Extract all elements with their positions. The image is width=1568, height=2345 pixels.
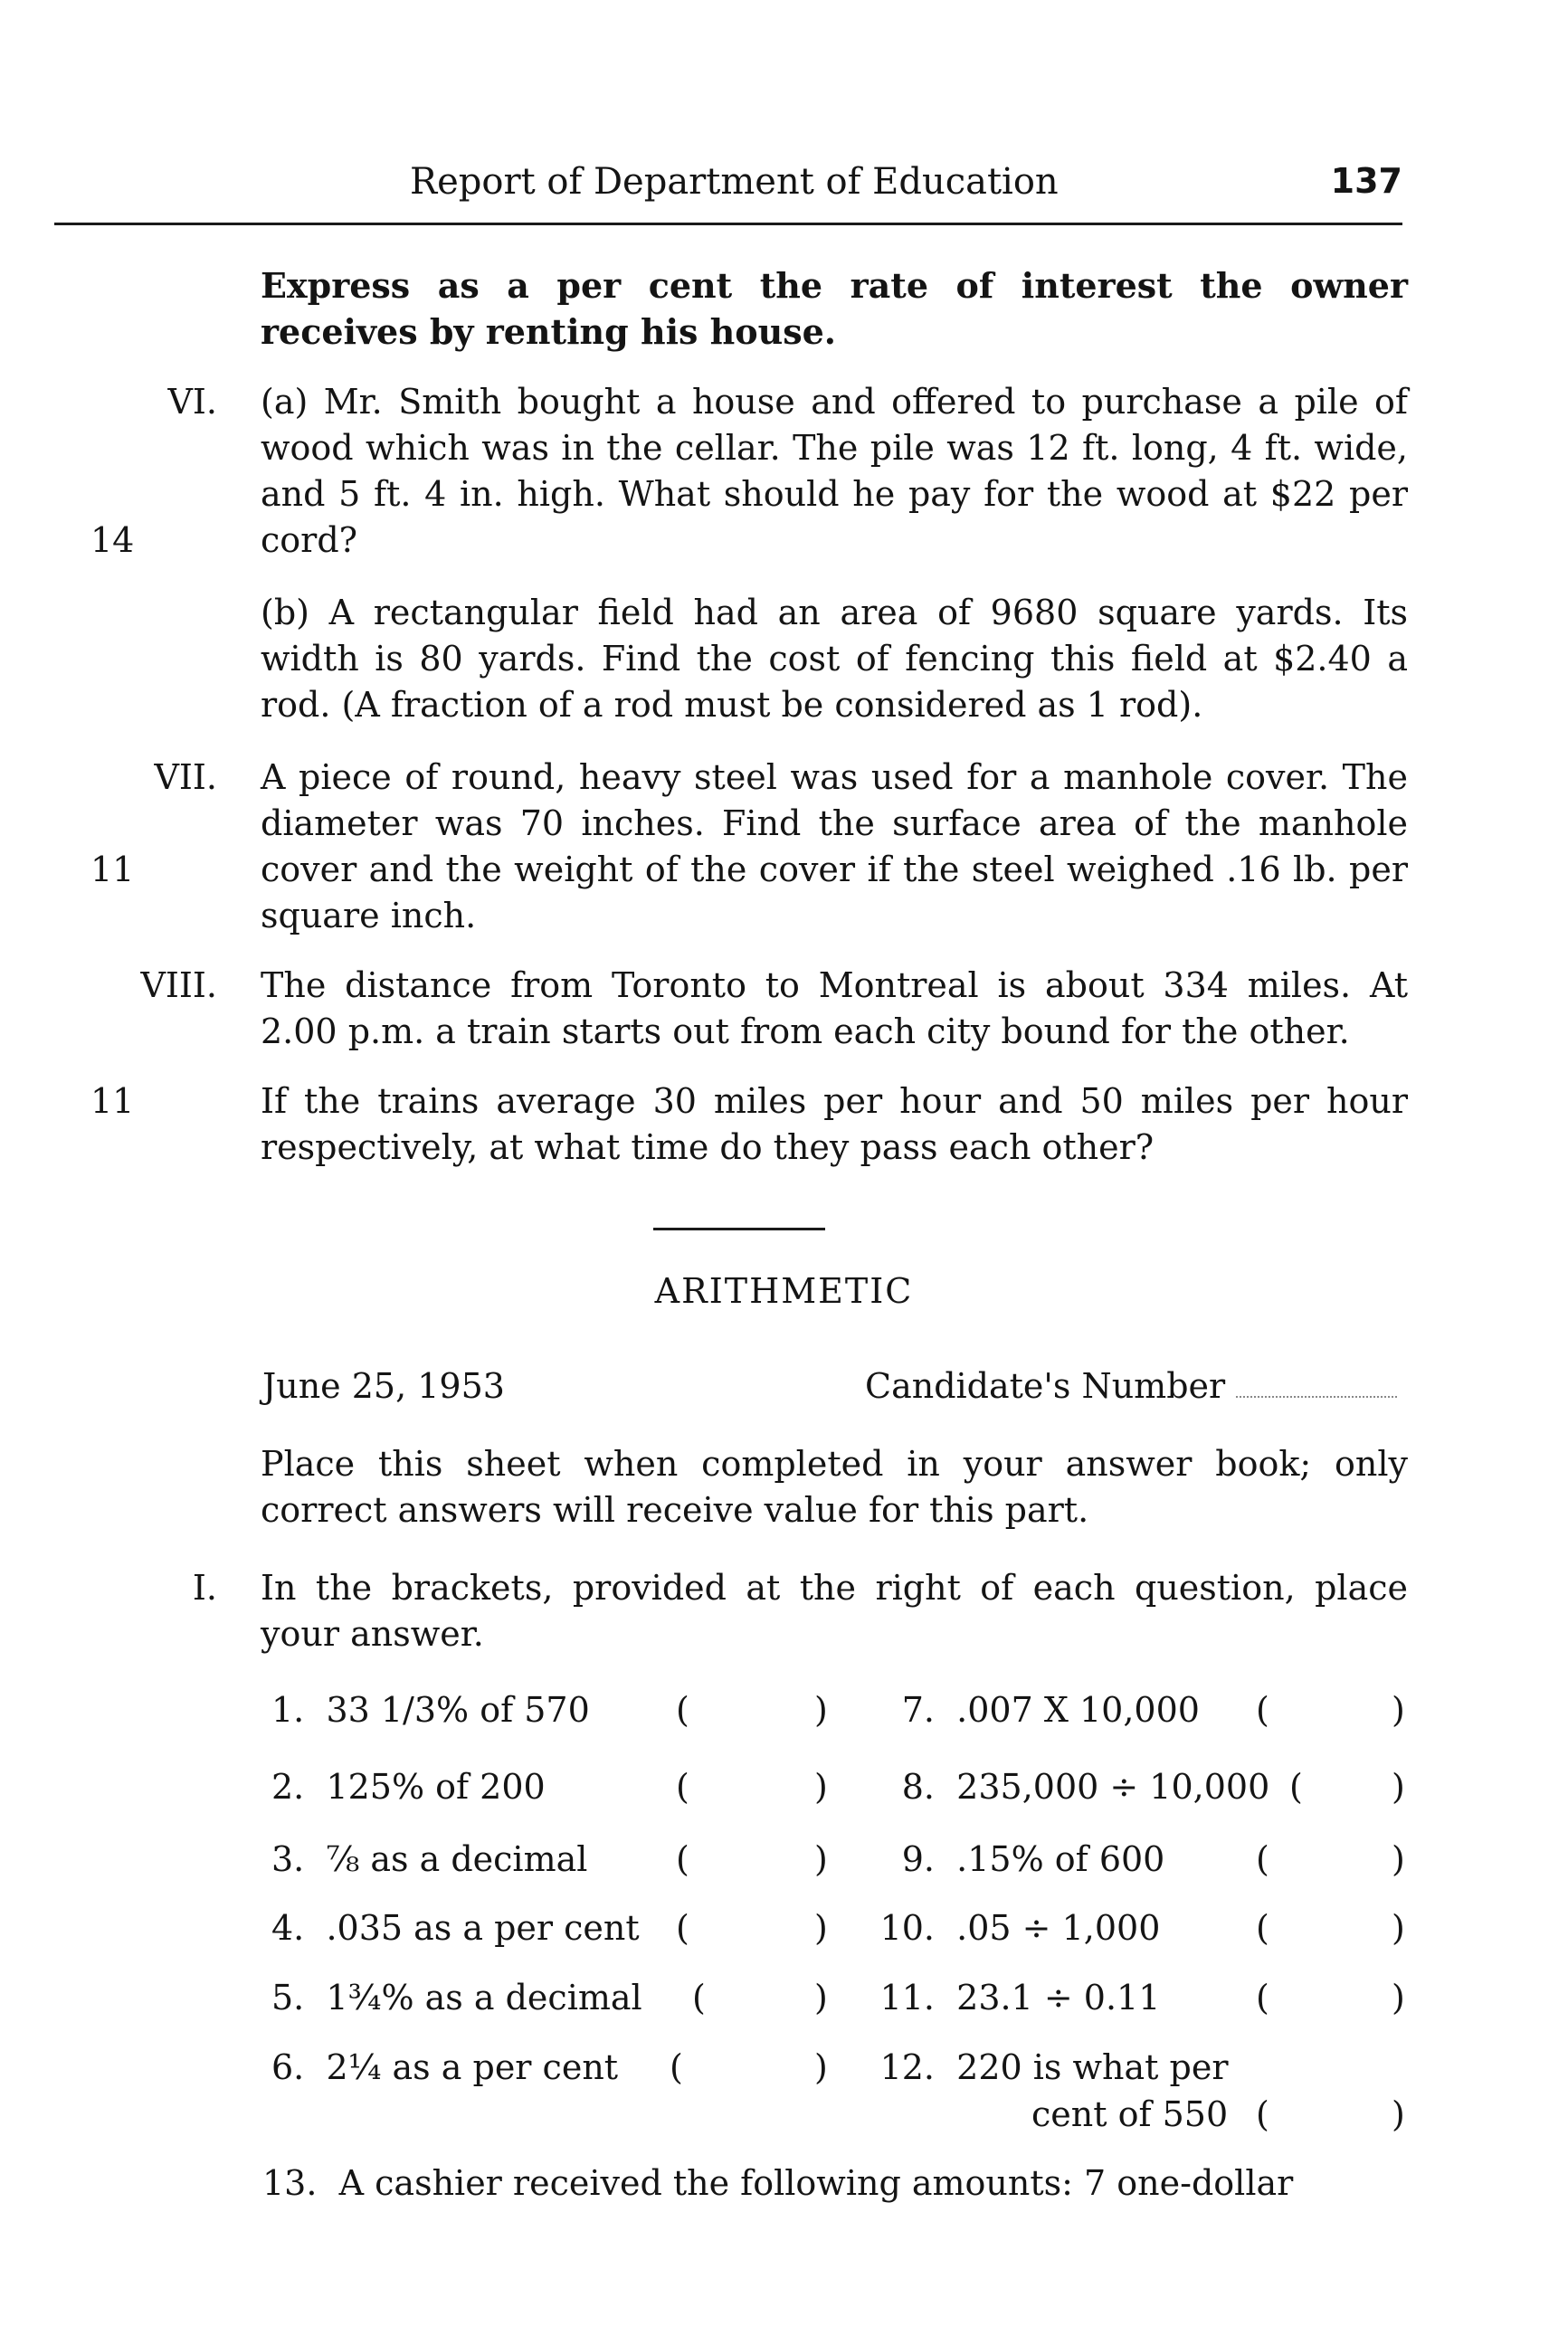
question-number-viii: VIII. bbox=[140, 965, 217, 1005]
section-heading: ARITHMETIC bbox=[654, 1271, 914, 1311]
candidate-number-field bbox=[865, 1366, 1397, 1406]
part-i-number: I. bbox=[192, 1568, 217, 1608]
answer-bracket-close: ) bbox=[814, 1690, 828, 1730]
answer-bracket-close: ) bbox=[814, 2047, 828, 2087]
item-number: 13. bbox=[262, 2163, 318, 2203]
item-number: 1. bbox=[271, 1690, 305, 1730]
answer-bracket-open: ( bbox=[670, 2047, 683, 2087]
answer-bracket-open: ( bbox=[1256, 1839, 1269, 1879]
item-text: .035 as a per cent bbox=[326, 1908, 640, 1948]
answer-bracket-open: ( bbox=[676, 1690, 689, 1730]
item-text: 1¾% as a decimal bbox=[326, 1978, 642, 2017]
item-number: 4. bbox=[271, 1908, 305, 1948]
answer-bracket-close: ) bbox=[814, 1908, 828, 1948]
answer-bracket-open: ( bbox=[1256, 1690, 1269, 1730]
item-text: 23.1 ÷ 0.11 bbox=[956, 1978, 1161, 2017]
answer-bracket-close: ) bbox=[814, 1978, 828, 2017]
question-viii-text-continued: If the trains average 30 miles per hour and 50 miles per hour respectively, at what time do they pass each other? bbox=[261, 1081, 1408, 1167]
item-number: 12. bbox=[879, 2047, 935, 2087]
marks-vii: 11 bbox=[90, 850, 135, 889]
item-number: 5. bbox=[271, 1978, 305, 2017]
item-text: 235,000 ÷ 10,000 bbox=[956, 1767, 1270, 1807]
item-12 bbox=[864, 2045, 1229, 2091]
item-10 bbox=[864, 1905, 1160, 1951]
question-number-vi: VI. bbox=[167, 382, 217, 422]
question-vi-part-b: (b) A rectangular field had an area of 9680 square yards. Its width is 80 yards. Find the cost of fencing this field at $2.40 a rod. (A fraction of a rod must be considered as 1 rod). bbox=[261, 593, 1408, 725]
instructions: Place this sheet when completed in your answer book; only correct answers will receive value for this part. bbox=[261, 1444, 1408, 1530]
answer-bracket-close: ) bbox=[1392, 1767, 1405, 1807]
item-8 bbox=[891, 1764, 1269, 1810]
answer-bracket-open: ( bbox=[1256, 2094, 1269, 2134]
answer-bracket-open: ( bbox=[676, 1839, 689, 1879]
item-number: 3. bbox=[271, 1839, 305, 1879]
section-divider bbox=[653, 1228, 825, 1230]
item-number: 9. bbox=[901, 1839, 935, 1879]
marks-vi: 14 bbox=[90, 520, 135, 560]
answer-bracket-open: ( bbox=[676, 1908, 689, 1948]
part-i-text: In the brackets, provided at the right of each question, place your answer. bbox=[261, 1568, 1408, 1654]
item-text: .05 ÷ 1,000 bbox=[956, 1908, 1161, 1948]
page-number: 137 bbox=[1330, 161, 1402, 201]
item-text: ⅞ as a decimal bbox=[326, 1839, 588, 1879]
question-viii-text: The distance from Toronto to Montreal is about 334 miles. At 2.00 p.m. a train starts out from each city bound for the other. bbox=[261, 965, 1408, 1051]
item-number: 8. bbox=[901, 1767, 935, 1807]
intro-text: Express as a per cent the rate of interest the owner receives by renting his house. bbox=[261, 265, 1408, 352]
item-text: A cashier received the following amounts: 7 one-dollar bbox=[338, 2163, 1294, 2203]
item-6 bbox=[271, 2045, 618, 2091]
exam-date: June 25, 1953 bbox=[262, 1366, 505, 1406]
candidate-number-label: Candidate's Number bbox=[865, 1366, 1226, 1406]
answer-bracket-open: ( bbox=[676, 1767, 689, 1807]
question-vii-text: A piece of round, heavy steel was used for a manhole cover. The diameter was 70 inches. Find the surface area of the manhole cover and the weight of the cover if the steel weighed .16 lb. per square inch. bbox=[261, 757, 1408, 935]
answer-bracket-open: ( bbox=[1289, 1767, 1303, 1807]
item-text: 125% of 200 bbox=[326, 1767, 546, 1807]
item-3 bbox=[271, 1837, 587, 1883]
marks-viii: 11 bbox=[90, 1081, 135, 1121]
question-vi-part-a: (a) Mr. Smith bought a house and offered to purchase a pile of wood which was in the cellar. The pile was 12 ft. long, 4 ft. wide, and 5 ft. 4 in. high. What should he pay for the wood at $22 per cord? bbox=[261, 382, 1408, 560]
item-number: 6. bbox=[271, 2047, 305, 2087]
answer-bracket-close: ) bbox=[1392, 1690, 1405, 1730]
item-number: 10. bbox=[879, 1908, 935, 1948]
header-title: Report of Department of Education bbox=[410, 161, 1059, 203]
item-text: .007 X 10,000 bbox=[956, 1690, 1200, 1730]
answer-bracket-close: ) bbox=[1392, 1978, 1405, 2017]
answer-bracket-close: ) bbox=[1392, 1908, 1405, 1948]
item-number: 7. bbox=[901, 1690, 935, 1730]
answer-bracket-open: ( bbox=[1256, 1978, 1269, 2017]
answer-bracket-close: ) bbox=[814, 1839, 828, 1879]
item-4 bbox=[271, 1905, 640, 1951]
answer-bracket-close: ) bbox=[814, 1767, 828, 1807]
item-5 bbox=[271, 1975, 642, 2021]
item-12-continued: cent of 550 bbox=[1031, 2094, 1229, 2134]
header-rule bbox=[54, 223, 1402, 225]
item-text: 33 1/3% of 570 bbox=[326, 1690, 590, 1730]
answer-bracket-open: ( bbox=[1256, 1908, 1269, 1948]
item-number: 11. bbox=[879, 1978, 935, 2017]
item-11 bbox=[864, 1975, 1160, 2021]
candidate-number-blank bbox=[1236, 1387, 1397, 1398]
item-text: 2¼ as a per cent bbox=[326, 2047, 619, 2087]
item-text: 220 is what per bbox=[956, 2047, 1229, 2087]
running-header bbox=[54, 161, 1402, 215]
item-1 bbox=[271, 1687, 590, 1733]
item-text: .15% of 600 bbox=[956, 1839, 1165, 1879]
answer-bracket-close: ) bbox=[1392, 1839, 1405, 1879]
question-number-vii: VII. bbox=[154, 757, 217, 797]
answer-bracket-open: ( bbox=[692, 1978, 706, 2017]
answer-bracket-close: ) bbox=[1392, 2094, 1405, 2134]
item-number: 2. bbox=[271, 1767, 305, 1807]
item-9 bbox=[891, 1837, 1164, 1883]
item-13 bbox=[262, 2160, 1293, 2207]
item-2 bbox=[271, 1764, 546, 1810]
item-7 bbox=[891, 1687, 1200, 1733]
